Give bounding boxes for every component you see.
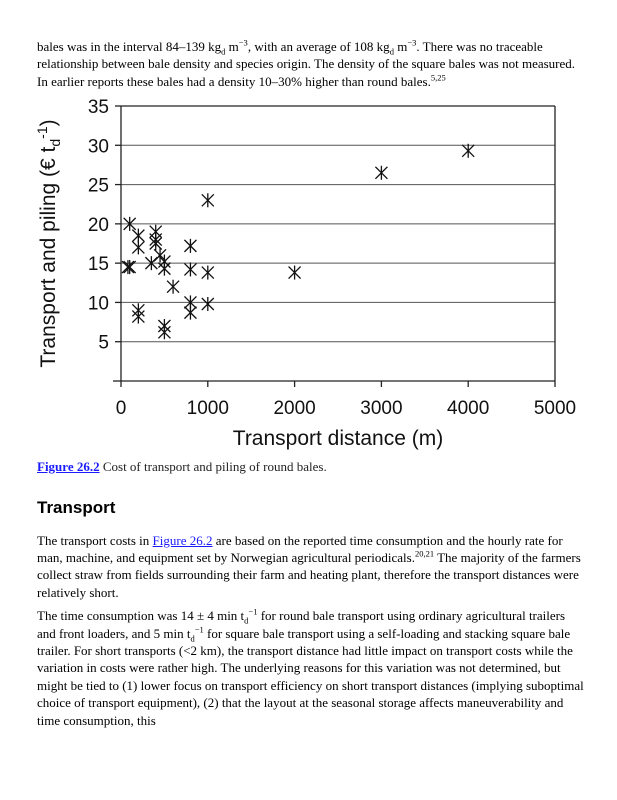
data-point [184,306,196,320]
y-tick-label: 15 [87,254,109,276]
y-axis-label-sup: -1 [34,126,50,140]
data-point [132,310,144,324]
text-run: for square bale transport using a self-loading and stacking square bale trailer. For short transports (<2 km), the transport distance had little impact on transport costs while the variation in costs were rather high. The underlying reasons for this variation was not determined, but might be tied to (1) lower focus on transport efficiency on short transport distances (implying suboptimal choice of transport equipment), (2) that the layout at the seasonal storage affects maneuverability and time consumption, this [37,625,584,728]
data-point [289,266,301,280]
y-tick-label: 10 [87,293,109,315]
superscript: −3 [238,37,248,48]
subscript: d [244,615,249,626]
y-axis-label-main: Transport and piling (€ t [37,146,60,368]
superscript: −1 [194,624,204,635]
subscript: d [190,633,195,644]
text-run: , with an average of 108 kg [247,39,390,54]
time-paragraph [37,607,587,729]
superscript: −3 [407,37,417,48]
text-run: for round bale transport using ordinary agricultural trailers and front loaders, and 5 min t [37,608,566,641]
y-tick-label: 30 [87,136,109,158]
intro-paragraph [37,38,587,90]
text-run: The time consumption was 14 ± 4 min t [37,608,245,624]
transport-paragraph [37,532,587,602]
text-run: m [393,39,408,54]
data-point [202,297,214,311]
data-points [122,144,474,340]
data-point [158,326,170,340]
text-run: are based on the reported time consumption and the hourly rate for man, machine, and equipment set by Norwegian agricultural periodicals. [37,532,563,566]
y-axis-label-sub: d [47,139,63,147]
y-tick-label: 25 [87,175,109,197]
section-title: Transport [37,497,116,517]
superscript: −1 [248,606,258,617]
data-point [132,241,144,255]
data-point [462,144,474,158]
data-point [202,194,214,208]
data-point [158,262,170,276]
data-point [184,263,196,277]
x-tick-label: 3000 [360,398,403,420]
y-tick-label: 20 [87,215,109,237]
y-axis-label-end: ) [37,119,60,127]
x-tick-label: 5000 [533,398,577,420]
scatter-figure [34,97,587,458]
x-tick-label: 1000 [186,398,229,420]
figure-caption [37,458,587,475]
axes [113,106,555,387]
x-tick-label: 2000 [273,398,316,420]
y-axis-label [34,120,63,368]
data-point [375,166,387,180]
data-point [122,260,134,274]
data-point [202,266,214,280]
citation-superscript: 20,21 [414,548,435,559]
page-content [34,36,587,729]
scatter-chart [34,97,587,458]
data-point [184,239,196,253]
subscript: d [389,46,394,57]
x-tick-label: 0 [115,398,127,420]
text-run: . There was no traceable relationship between bale density and species origin. The density of the square bales was not measured. In earlier reports these bales had a density 10–30% higher than round bales. [37,39,576,89]
caption-text: Cost of transport and piling of round bales. [99,459,327,475]
data-point [167,280,179,294]
y-tick-label: 35 [87,97,109,119]
text-run: bales was in the interval 84–139 kg [37,39,222,54]
citation-superscript: 5,25 [430,72,446,83]
figure-reference-link[interactable]: Figure 26.2 [152,532,213,548]
figure-link[interactable]: Figure 26.2 [37,459,100,475]
text-run: The majority of the farmers collect straw from fields surrounding their farm and heating plant, therefore the transport distances were relatively short. [37,550,581,600]
text-run: m [225,39,239,54]
text-run: The transport costs in [37,532,153,548]
x-axis-label: Transport distance (m) [232,427,444,451]
x-tick-label: 4000 [447,398,490,420]
data-point [124,260,136,274]
subscript: d [221,46,226,57]
y-tick-label: 5 [98,332,109,354]
